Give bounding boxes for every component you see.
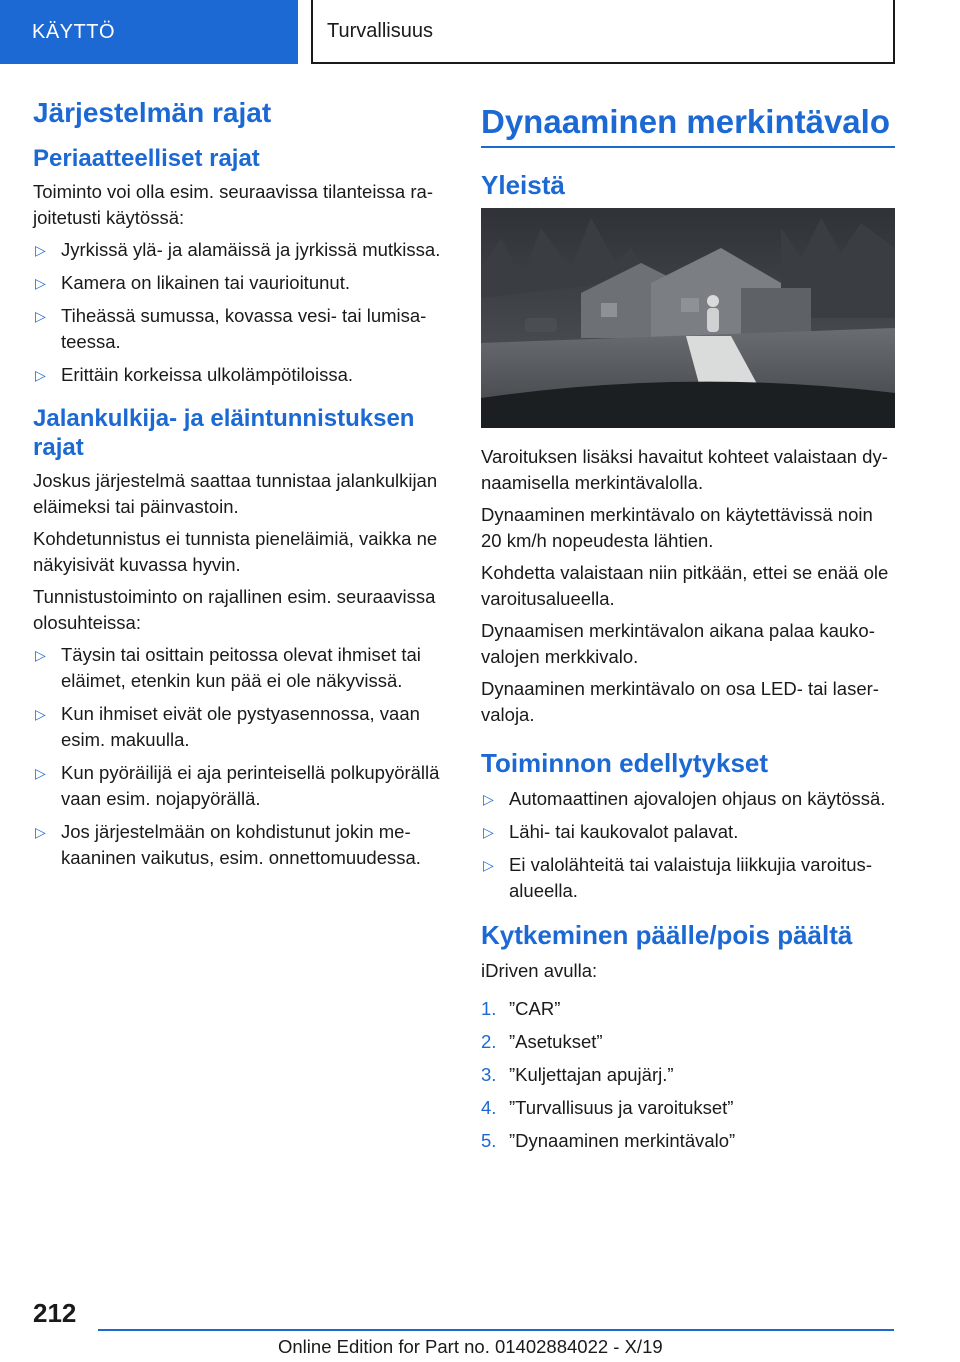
general-paragraph-2: Dynaaminen merkintävalo on käytettävissä noin 20 km/h nopeudesta lähtien. — [481, 504, 873, 551]
requirements-heading: Toiminnon edellytykset — [481, 748, 769, 778]
list-item: 5. ”Dynaaminen merkintävalo” — [481, 1130, 736, 1151]
list-item: ▷ Jos järjestelmään on kohdistunut jokin mekaaninen vaikutus, esim. onnettomuudessa. — [35, 821, 421, 868]
general-paragraph-1: Varoituksen lisäksi havaitut kohteet valaistaan dynaamisella merkintävalolla. — [481, 446, 888, 493]
list-item: ▷ Jyrkissä ylä- ja alamäissä ja jyrkissä mutkissa. — [33, 237, 447, 263]
general-paragraph-4: Dynaamisen merkintävalon aikana palaa kaukovalojen merkkivalo. — [481, 620, 875, 667]
night-road-illustration — [481, 208, 895, 428]
section-tab-label: KÄYTTÖ — [32, 20, 116, 43]
triangle-right-outline-icon: ▷ — [35, 765, 46, 781]
list-item: 2. ”Asetukset” — [481, 1031, 603, 1052]
general-paragraph-3: Kohdetta valaistaan niin pitkään, ettei se enää ole varoitusalueella. — [481, 562, 889, 609]
pedestrian-list — [33, 642, 447, 871]
general-heading: Yleistä — [481, 170, 565, 200]
list-item: ▷ Erittäin korkeissa ulkolämpötiloissa. — [33, 362, 447, 388]
edition-text: Online Edition for Part no. 01402884022 - X/19 — [278, 1336, 663, 1357]
list-item: ▷ Tiheässä sumussa, kovassa vesi- tai lumisateessa. — [35, 305, 427, 352]
triangle-right-outline-icon: ▷ — [483, 857, 494, 873]
triangle-right-outline-icon: ▷ — [35, 824, 46, 840]
general-paragraph-5: Dynaaminen merkintävalo on osa LED- tai laservaloja. — [481, 678, 879, 725]
pedestrian-paragraph-1: Joskus järjestelmä saattaa tunnistaa jalankulkijan eläimeksi tai päinvastoin. — [33, 470, 438, 517]
list-item: ▷ Ei valolähteitä tai valaistuja liikkujia varoitusalueella. — [483, 854, 872, 901]
principle-text: Toiminto voi olla esim. seuraavissa tilanteissa rajoitetusti käytössä: — [33, 181, 433, 228]
right-column — [481, 98, 895, 1161]
requirements-list — [481, 786, 895, 904]
switch-intro: iDriven avulla: — [481, 960, 598, 981]
footer-rule — [98, 1329, 894, 1331]
list-item: ▷ Lähi- tai kaukovalot palavat. — [481, 819, 895, 845]
triangle-right-outline-icon: ▷ — [483, 791, 494, 807]
triangle-right-outline-icon: ▷ — [35, 706, 46, 722]
list-item: 4. ”Turvallisuus ja varoitukset” — [481, 1097, 734, 1118]
list-item: 1. ”CAR” — [481, 998, 561, 1019]
pedestrian-limits-heading: Jalankulkija- ja eläintunnistuksen rajat — [33, 405, 415, 461]
triangle-right-outline-icon: ▷ — [35, 647, 46, 663]
system-limits-title: Järjestelmän rajat — [33, 97, 272, 128]
list-item: ▷ Täysin tai osittain peitossa olevat ihmiset tai eläimet, etenkin kun pää ei ole näkyvissä. — [35, 644, 421, 691]
triangle-right-outline-icon: ▷ — [35, 367, 46, 383]
pedestrian-paragraph-3: Tunnistustoiminto on rajallinen esim. seuraavissa olosuhteissa: — [33, 586, 436, 633]
list-item: ▷ Kun ihmiset eivät ole pystyasennossa, vaan esim. makuulla. — [35, 703, 420, 750]
pedestrian-paragraph-2: Kohdetunnistus ei tunnista pieneläimiä, vaikka ne näkyisivät kuvassa hyvin. — [33, 528, 438, 575]
list-item: ▷ Automaattinen ajovalojen ohjaus on käytössä. — [481, 786, 895, 812]
principle-list — [33, 237, 447, 388]
triangle-right-outline-icon: ▷ — [483, 824, 494, 840]
triangle-right-outline-icon: ▷ — [35, 308, 46, 324]
left-column — [33, 98, 447, 887]
steps-list — [481, 996, 895, 1154]
switch-heading: Kytkeminen päälle/pois päältä — [481, 920, 853, 950]
triangle-right-outline-icon: ▷ — [35, 275, 46, 291]
triangle-right-outline-icon: ▷ — [35, 242, 46, 258]
dynamic-light-title: Dynaaminen merkintävalo — [481, 103, 890, 140]
section-tab — [0, 0, 298, 64]
chapter-tab — [311, 0, 895, 64]
page-number: 212 — [33, 1298, 77, 1328]
chapter-tab-label: Turvallisuus — [327, 19, 433, 42]
list-item: 3. ”Kuljettajan apujärj.” — [481, 1064, 674, 1085]
title-rule — [481, 98, 895, 148]
list-item: ▷ Kamera on likainen tai vaurioitunut. — [33, 270, 447, 296]
principle-limits-heading: Periaatteelliset rajat — [33, 145, 260, 172]
list-item: ▷ Kun pyöräilijä ei aja perinteisellä polkupyörällä vaan esim. nojapyörällä. — [35, 762, 440, 809]
